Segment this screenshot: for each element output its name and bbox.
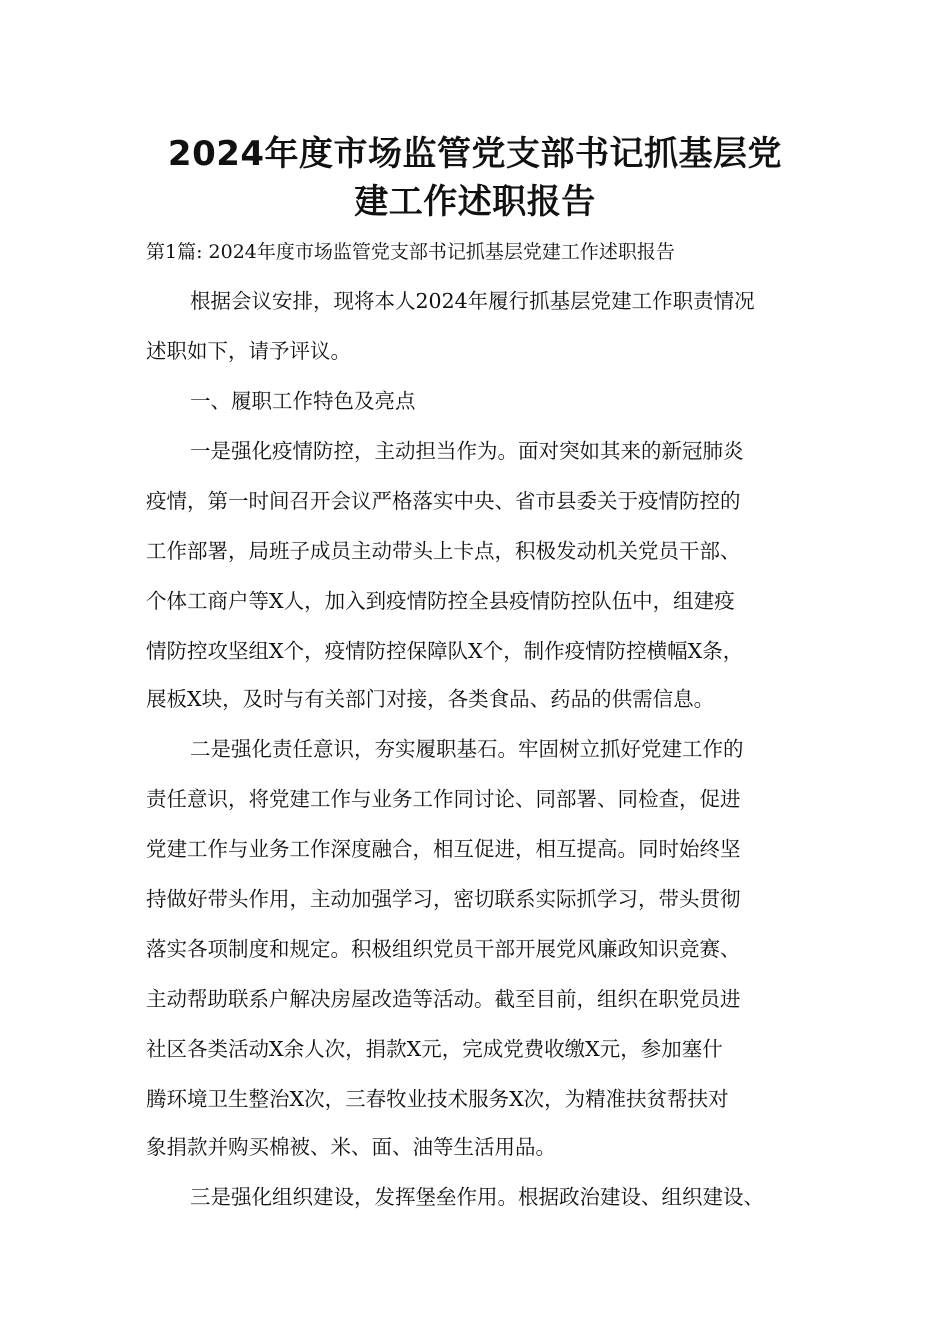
paragraph-intro-line: 根据会议安排，现将本人2024年履行抓基层党建工作职责情况 xyxy=(190,289,755,313)
paragraph-1-line: 情防控攻坚组X个，疫情防控保障队X个，制作疫情防控横幅X条， xyxy=(146,639,744,663)
paragraph-2-line: 腾环境卫生整治X次，三春牧业技术服务X次，为精准扶贫帮扶对 xyxy=(146,1087,729,1111)
paragraph-2-line: 二是强化责任意识，夯实履职基石。牢固树立抓好党建工作的 xyxy=(190,737,744,761)
paragraph-1-line: 个体工商户等X人，加入到疫情防控全县疫情防控队伍中，组建疫 xyxy=(146,589,735,613)
paragraph-2-line: 象捐款并购买棉被、米、面、油等生活用品。 xyxy=(146,1135,556,1159)
section-subtitle: 第1篇: 2024年度市场监管党支部书记抓基层党建工作述职报告 xyxy=(146,241,675,263)
paragraph-2-line: 主动帮助联系户解决房屋改造等活动。截至目前，组织在职党员进 xyxy=(146,987,741,1011)
paragraph-2-line: 责任意识，将党建工作与业务工作同讨论、同部署、同检查，促进 xyxy=(146,787,741,811)
paragraph-2-line: 社区各类活动X余人次，捐款X元，完成党费收缴X元，参加塞什 xyxy=(146,1037,723,1061)
paragraph-2-line: 党建工作与业务工作深度融合，相互促进，相互提高。同时始终坚 xyxy=(146,837,741,861)
section-heading: 一、履职工作特色及亮点 xyxy=(190,389,416,413)
paragraph-2-line: 落实各项制度和规定。积极组织党员干部开展党风廉政知识竞赛、 xyxy=(146,937,741,961)
paragraph-2-line: 持做好带头作用，主动加强学习，密切联系实际抓学习，带头贯彻 xyxy=(146,887,741,911)
paragraph-intro-line: 述职如下，请予评议。 xyxy=(146,339,351,363)
paragraph-1-line: 疫情，第一时间召开会议严格落实中央、省市县委关于疫情防控的 xyxy=(146,489,741,513)
paragraph-1-line: 展板X块，及时与有关部门对接，各类食品、药品的供需信息。 xyxy=(146,687,715,711)
paragraph-3-line: 三是强化组织建设，发挥堡垒作用。根据政治建设、组织建设、 xyxy=(190,1185,764,1209)
document-title-line-1: 2024年度市场监管党支部书记抓基层党 xyxy=(167,134,783,174)
paragraph-1-line: 一是强化疫情防控，主动担当作为。面对突如其来的新冠肺炎 xyxy=(190,439,744,463)
paragraph-1-line: 工作部署，局班子成员主动带头上卡点，积极发动机关党员干部、 xyxy=(146,539,741,563)
document-title-line-2: 建工作述职报告 xyxy=(354,182,596,222)
